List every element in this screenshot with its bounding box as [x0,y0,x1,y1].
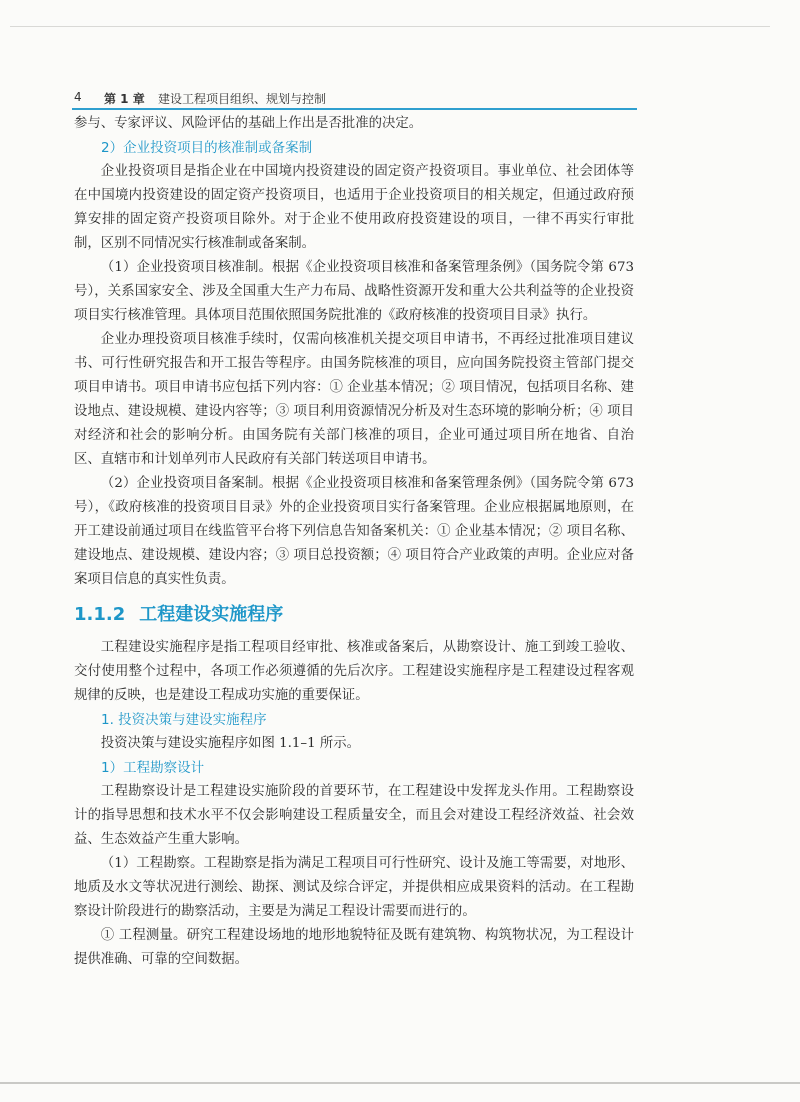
paragraph: （1）工程勘察。工程勘察是指为满足工程项目可行性研究、设计及施工等需要，对地形、地质及水文等状况进行测绘、勘探、测试及综合评定，并提供相应成果资料的活动。在工程勘察设计阶段进行的勘察活动，主要是为满足工程设计需要而进行的。 [74,856,634,919]
header-rule [72,108,637,110]
chapter-title: 建设工程项目组织、规划与控制 [158,92,327,106]
paragraph: 企业投资项目是指企业在中国境内投资建设的固定资产投资项目。事业单位、社会团体等在中国境内投资建设的固定资产投资项目，也适用于企业投资项目的相关规定，但通过政府预算安排的固定资产投资项目除外。对于企业不使用政府投资建设的项目，一律不再实行审批制，区别不同情况实行核准制或备案制。 [74,164,634,251]
chapter-label: 第 1 章 [104,92,145,106]
page-number: 4 [74,90,82,104]
scan-edge-top [10,26,770,27]
subheading-investment-decision: 1. 投资决策与建设实施程序 [101,712,267,728]
paragraph: （2）企业投资项目备案制。根据《企业投资项目核准和备案管理条例》（国务院令第 673 号），《政府核准的投资项目目录》外的企业投资项目实行备案管理。企业应根据属地原则，在开工建设前通过项目在线监管平台将下列信息告知备案机关：① 企业基本情况；② 项目名称、建设地点、建设规模、建设内容；③ 项目总投资额；④ 项目符合产业政策的声明。企业应对备案项目信息的真实性负责。 [74,476,634,587]
scan-edge-bottom [0,1082,800,1084]
paragraph: （1）企业投资项目核准制。根据《企业投资项目核准和备案管理条例》（国务院令第 673 号），关系国家安全、涉及全国重大生产力布局、战略性资源开发和重大公共利益等的企业投资项目实行核准管理。具体项目范围依照国务院批准的《政府核准的投资项目目录》执行。 [74,260,634,323]
page-body [74,112,634,972]
paragraph: 企业办理投资项目核准手续时，仅需向核准机关提交项目申请书，不再经过批准项目建议书、可行性研究报告和开工报告等程序。由国务院核准的项目，应向国务院投资主管部门提交项目申请书。项目申请书应包括下列内容：① 企业基本情况；② 项目情况，包括项目名称、建设地点、建设规模、建设内容等；③ 项目利用资源情况分析及对生态环境的影响分析；④ 项目对经济和社会的影响分析。由国务院有关部门核准的项目，企业可通过项目所在地省、自治区、直辖市和计划单列市人民政府有关部门转送项目申请书。 [74,332,634,467]
running-header [72,88,637,108]
paragraph: 投资决策与建设实施程序如图 1.1–1 所示。 [100,736,361,751]
subheading-survey-design: 1）工程勘察设计 [101,760,205,776]
paragraph: 工程建设实施程序是指工程项目经审批、核准或备案后，从勘察设计、施工到竣工验收、交付使用整个过程中，各项工作必须遵循的先后次序。工程建设实施程序是工程建设过程客观规律的反映，也是建设工程成功实施的重要保证。 [74,640,634,703]
section-number: 1.1.2 [74,604,126,625]
paragraph: 工程勘察设计是工程建设实施阶段的首要环节，在工程建设中发挥龙头作用。工程勘察设计的指导思想和技术水平不仅会影响建设工程质量安全，而且会对建设工程经济效益、社会效益、生态效益产生重大影响。 [74,784,634,847]
section-title: 工程建设实施程序 [139,604,284,625]
section-heading [74,600,634,630]
paragraph: ① 工程测量。研究工程建设场地的地形地貌特征及既有建筑物、构筑物状况，为工程设计提供准确、可靠的空间数据。 [74,928,634,967]
paragraph-continued: 参与、专家评议、风险评估的基础上作出是否批准的决定。 [74,116,423,131]
subheading-enterprise-investment: 2）企业投资项目的核准制或备案制 [101,140,313,156]
